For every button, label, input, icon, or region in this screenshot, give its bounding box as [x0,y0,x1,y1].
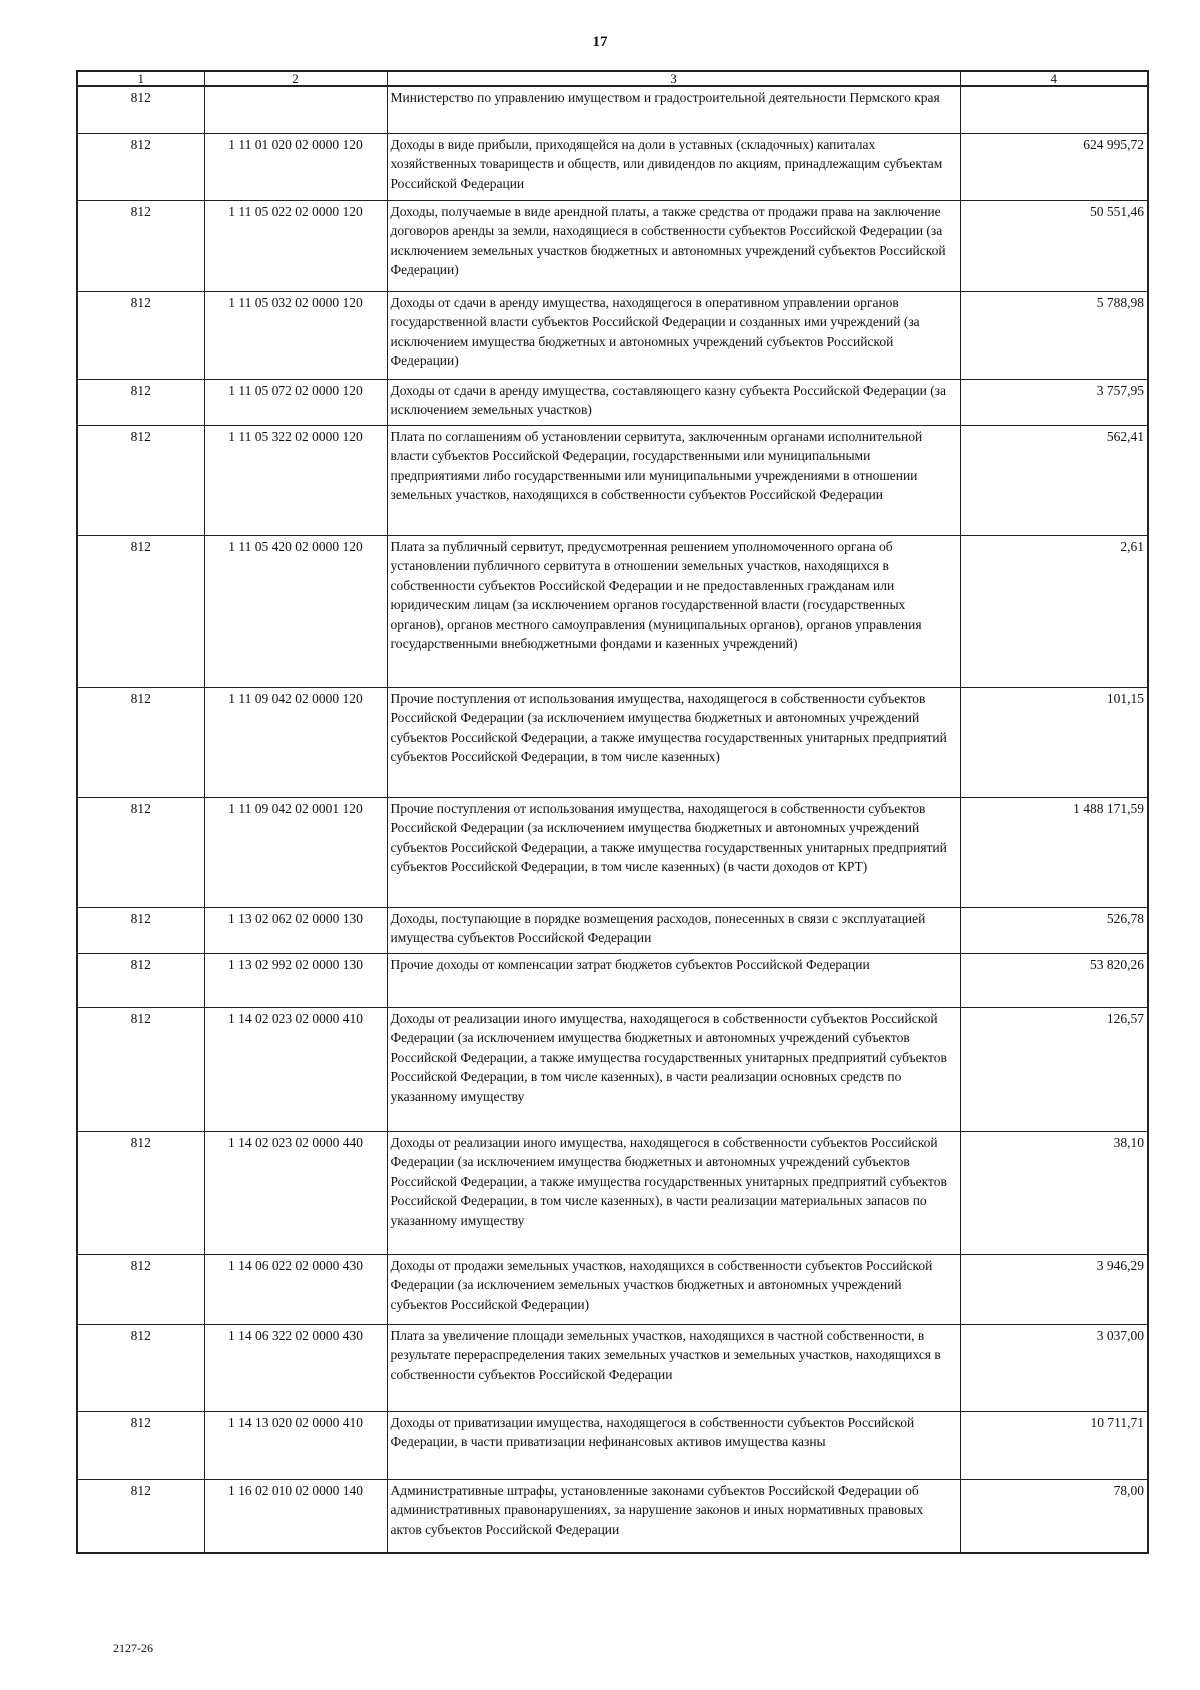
admin-code-cell: 812 [77,535,204,687]
column-header-3: 3 [387,71,960,86]
amount-cell: 50 551,46 [960,200,1148,291]
admin-code-cell: 812 [77,953,204,1007]
table-row [77,86,1148,133]
table-row [77,1411,1148,1479]
admin-code-cell: 812 [77,1479,204,1553]
revenue-description-cell: Доходы от реализации иного имущества, находящегося в собственности субъектов Российской Федерации (за исключением имущества бюджетных и автономных учреждений субъектов Российской Федерации, а также имущества государственных унитарных предприятий субъектов Российской Федерации, в том числе казенных), в части реализации материальных запасов по указанному имуществу [387,1131,960,1254]
amount-cell: 101,15 [960,687,1148,797]
admin-code-cell: 812 [77,907,204,953]
table-body [77,71,1148,1553]
revenue-description-cell: Доходы от приватизации имущества, находящегося в собственности субъектов Российской Федерации, в части приватизации нефинансовых активов имущества казны [387,1411,960,1479]
revenue-table [76,70,1149,1554]
table-row [77,687,1148,797]
budget-classification-code-cell: 1 11 09 042 02 0001 120 [204,797,387,907]
revenue-description-cell: Плата по соглашениям об установлении сервитута, заключенным органами исполнительной власти субъектов Российской Федерации, государственными или муниципальными предприятиями либо государственными или муниципальными учреждениями в отношении земельных участков, находящихся в собственности субъектов Российской Федерации [387,425,960,535]
budget-classification-code-cell: 1 16 02 010 02 0000 140 [204,1479,387,1553]
table-row [77,1131,1148,1254]
amount-cell: 2,61 [960,535,1148,687]
budget-classification-code-cell: 1 11 05 322 02 0000 120 [204,425,387,535]
table-row [77,200,1148,291]
admin-code-cell: 812 [77,86,204,133]
table-row [77,291,1148,379]
table-row [77,133,1148,200]
table-row [77,1324,1148,1411]
amount-cell: 78,00 [960,1479,1148,1553]
table-row [77,425,1148,535]
admin-code-cell: 812 [77,1007,204,1131]
page-number: 17 [592,34,608,50]
revenue-description-cell: Доходы от реализации иного имущества, находящегося в собственности субъектов Российской Федерации (за исключением имущества бюджетных и автономных учреждений субъектов Российской Федерации, а также имущества государственных унитарных предприятий субъектов Российской Федерации, в том числе казенных), в части реализации основных средств по указанному имуществу [387,1007,960,1131]
column-header-2: 2 [204,71,387,86]
table-row [77,797,1148,907]
admin-code-cell: 812 [77,797,204,907]
admin-code-cell: 812 [77,200,204,291]
budget-classification-code-cell: 1 11 05 420 02 0000 120 [204,535,387,687]
revenue-description-cell: Доходы, поступающие в порядке возмещения расходов, понесенных в связи с эксплуатацией имущества субъектов Российской Федерации [387,907,960,953]
admin-code-cell: 812 [77,1324,204,1411]
revenue-description-cell: Министерство по управлению имуществом и градостроительной деятельности Пермского края [387,86,960,133]
revenue-description-cell: Доходы от сдачи в аренду имущества, находящегося в оперативном управлении органов государственной власти субъектов Российской Федерации и созданных ими учреждений (за исключением имущества бюджетных и автономных учреждений субъектов Российской Федерации) [387,291,960,379]
revenue-description-cell: Доходы от продажи земельных участков, находящихся в собственности субъектов Российской Федерации (за исключением земельных участков бюджетных и автономных учреждений субъектов Российской Федерации) [387,1254,960,1324]
document-code: 2127-26 [113,1641,153,1655]
budget-classification-code-cell: 1 11 01 020 02 0000 120 [204,133,387,200]
admin-code-cell: 812 [77,1131,204,1254]
revenue-description-cell: Прочие поступления от использования имущества, находящегося в собственности субъектов Российской Федерации (за исключением имущества бюджетных и автономных учреждений субъектов Российской Федерации, а также имущества государственных унитарных предприятий субъектов Российской Федерации, в том числе казенных) (в части доходов от КРТ) [387,797,960,907]
table-row [77,907,1148,953]
admin-code-cell: 812 [77,133,204,200]
admin-code-cell: 812 [77,379,204,425]
revenue-description-cell: Доходы в виде прибыли, приходящейся на доли в уставных (складочных) капиталах хозяйственных товариществ и обществ, или дивидендов по акциям, принадлежащим субъектам Российской Федерации [387,133,960,200]
table-row [77,535,1148,687]
budget-classification-code-cell: 1 14 06 022 02 0000 430 [204,1254,387,1324]
budget-classification-code-cell: 1 11 05 022 02 0000 120 [204,200,387,291]
admin-code-cell: 812 [77,1254,204,1324]
budget-classification-code-cell: 1 11 05 072 02 0000 120 [204,379,387,425]
admin-code-cell: 812 [77,425,204,535]
table-row [77,1254,1148,1324]
budget-classification-code-cell [204,86,387,133]
table-row [77,1479,1148,1553]
budget-classification-code-cell: 1 14 02 023 02 0000 410 [204,1007,387,1131]
budget-classification-code-cell: 1 13 02 062 02 0000 130 [204,907,387,953]
amount-cell: 5 788,98 [960,291,1148,379]
budget-classification-code-cell: 1 14 06 322 02 0000 430 [204,1324,387,1411]
column-header-4: 4 [960,71,1148,86]
budget-classification-code-cell: 1 14 02 023 02 0000 440 [204,1131,387,1254]
amount-cell: 38,10 [960,1131,1148,1254]
header-row [77,71,1148,86]
amount-cell: 3 037,00 [960,1324,1148,1411]
revenue-description-cell: Доходы от сдачи в аренду имущества, составляющего казну субъекта Российской Федерации (за исключением земельных участков) [387,379,960,425]
revenue-description-cell: Прочие поступления от использования имущества, находящегося в собственности субъектов Российской Федерации (за исключением имущества бюджетных и автономных учреждений субъектов Российской Федерации, а также имущества государственных унитарных предприятий субъектов Российской Федерации, в том числе казенных) [387,687,960,797]
revenue-description-cell: Плата за увеличение площади земельных участков, находящихся в частной собственности, в результате перераспределения таких земельных участков и земельных участков, находящихся в собственности субъектов Российской Федерации [387,1324,960,1411]
amount-cell: 526,78 [960,907,1148,953]
admin-code-cell: 812 [77,1411,204,1479]
admin-code-cell: 812 [77,291,204,379]
amount-cell: 3 946,29 [960,1254,1148,1324]
table-row [77,953,1148,1007]
amount-cell: 53 820,26 [960,953,1148,1007]
amount-cell: 1 488 171,59 [960,797,1148,907]
revenue-description-cell: Доходы, получаемые в виде арендной платы, а также средства от продажи права на заключение договоров аренды за земли, находящиеся в собственности субъектов Российской Федерации (за исключением земельных участков бюджетных и автономных учреждений субъектов Российской Федерации) [387,200,960,291]
admin-code-cell: 812 [77,687,204,797]
amount-cell: 624 995,72 [960,133,1148,200]
budget-classification-code-cell: 1 11 05 032 02 0000 120 [204,291,387,379]
column-header-1: 1 [77,71,204,86]
revenue-description-cell: Плата за публичный сервитут, предусмотренная решением уполномоченного органа об установлении публичного сервитута в отношении земельных участков, находящихся в собственности субъектов Российской Федерации и не предоставленных гражданам или юридическим лицам (за исключением органов государственной власти (государственных органов), органов местного самоуправления (муниципальных органов), органов управления государственными внебюджетными фондами и казенных учреждений) [387,535,960,687]
revenue-description-cell: Прочие доходы от компенсации затрат бюджетов субъектов Российской Федерации [387,953,960,1007]
budget-classification-code-cell: 1 14 13 020 02 0000 410 [204,1411,387,1479]
budget-classification-code-cell: 1 13 02 992 02 0000 130 [204,953,387,1007]
amount-cell: 3 757,95 [960,379,1148,425]
revenue-description-cell: Административные штрафы, установленные законами субъектов Российской Федерации об административных правонарушениях, за нарушение законов и иных нормативных правовых актов субъектов Российской Федерации [387,1479,960,1553]
amount-cell: 562,41 [960,425,1148,535]
budget-classification-code-cell: 1 11 09 042 02 0000 120 [204,687,387,797]
amount-cell: 126,57 [960,1007,1148,1131]
table-row [77,379,1148,425]
table-row [77,1007,1148,1131]
amount-cell [960,86,1148,133]
amount-cell: 10 711,71 [960,1411,1148,1479]
